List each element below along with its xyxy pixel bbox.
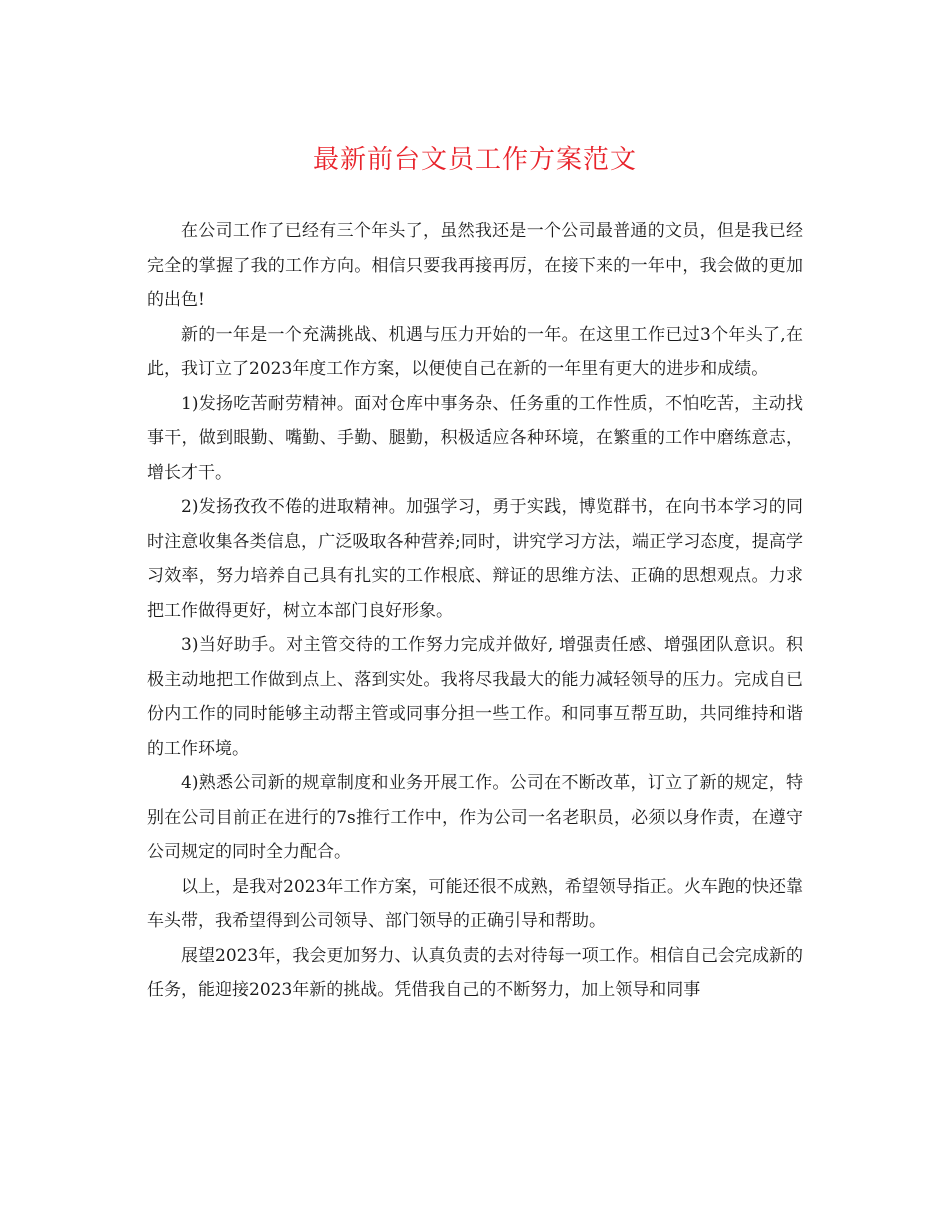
paragraph: 4)熟悉公司新的规章制度和业务开展工作。公司在不断改革，订立了新的规定，特别在公司目前正在进行的7s推行工作中，作为公司一名老职员，必须以身作责，在遵守公司规定的同时全力配合。 xyxy=(147,773,803,862)
paragraph: 2)发扬孜孜不倦的进取精神。加强学习，勇于实践，博览群书，在向书本学习的同时注意收集各类信息，广泛吸取各种营养;同时，讲究学习方法，端正学习态度，提高学习效率，努力培养自己具有扎实的工作根底、辩证的思维方法、正确的思想观点。力求把工作做得更好，树立本部门良好形象。 xyxy=(147,497,803,621)
paragraph: 1)发扬吃苦耐劳精神。面对仓库中事务杂、任务重的工作性质，不怕吃苦，主动找事干，做到眼勤、嘴勤、手勤、腿勤，积极适应各种环境，在繁重的工作中磨练意志，增长才干。 xyxy=(147,393,803,483)
paragraph: 新的一年是一个充满挑战、机遇与压力开始的一年。在这里工作已过3个年头了,在此，我订立了2023年度工作方案，以便使自己在新的一年里有更大的进步和成绩。 xyxy=(147,324,803,379)
paragraph: 在公司工作了已经有三个年头了，虽然我还是一个公司最普通的文员，但是我已经完全的掌握了我的工作方向。相信只要我再接再厉，在接下来的一年中，我会做的更加的出色! xyxy=(147,221,803,310)
document-body xyxy=(147,214,803,1008)
paragraph: 3)当好助手。对主管交待的工作努力完成并做好, 增强责任感、增强团队意识。积极主动地把工作做到点上、落到实处。我将尽我最大的能力减轻领导的压力。完成自已份内工作的同时能够主动帮主管或同事分担一些工作。和同事互帮互助，共同维持和谐的工作环境。 xyxy=(147,635,803,759)
document-title: 最新前台文员工作方案范文 xyxy=(312,145,637,175)
paragraph: 以上，是我对2023年工作方案，可能还很不成熟，希望领导指正。火车跑的快还靠车头带，我希望得到公司领导、部门领导的正确引导和帮助。 xyxy=(147,876,803,931)
paragraph: 展望2023年，我会更加努力、认真负责的去对待每一项工作。相信自己会完成新的任务，能迎接2023年新的挑战。凭借我自己的不断努力，加上领导和同事 xyxy=(147,945,803,1000)
